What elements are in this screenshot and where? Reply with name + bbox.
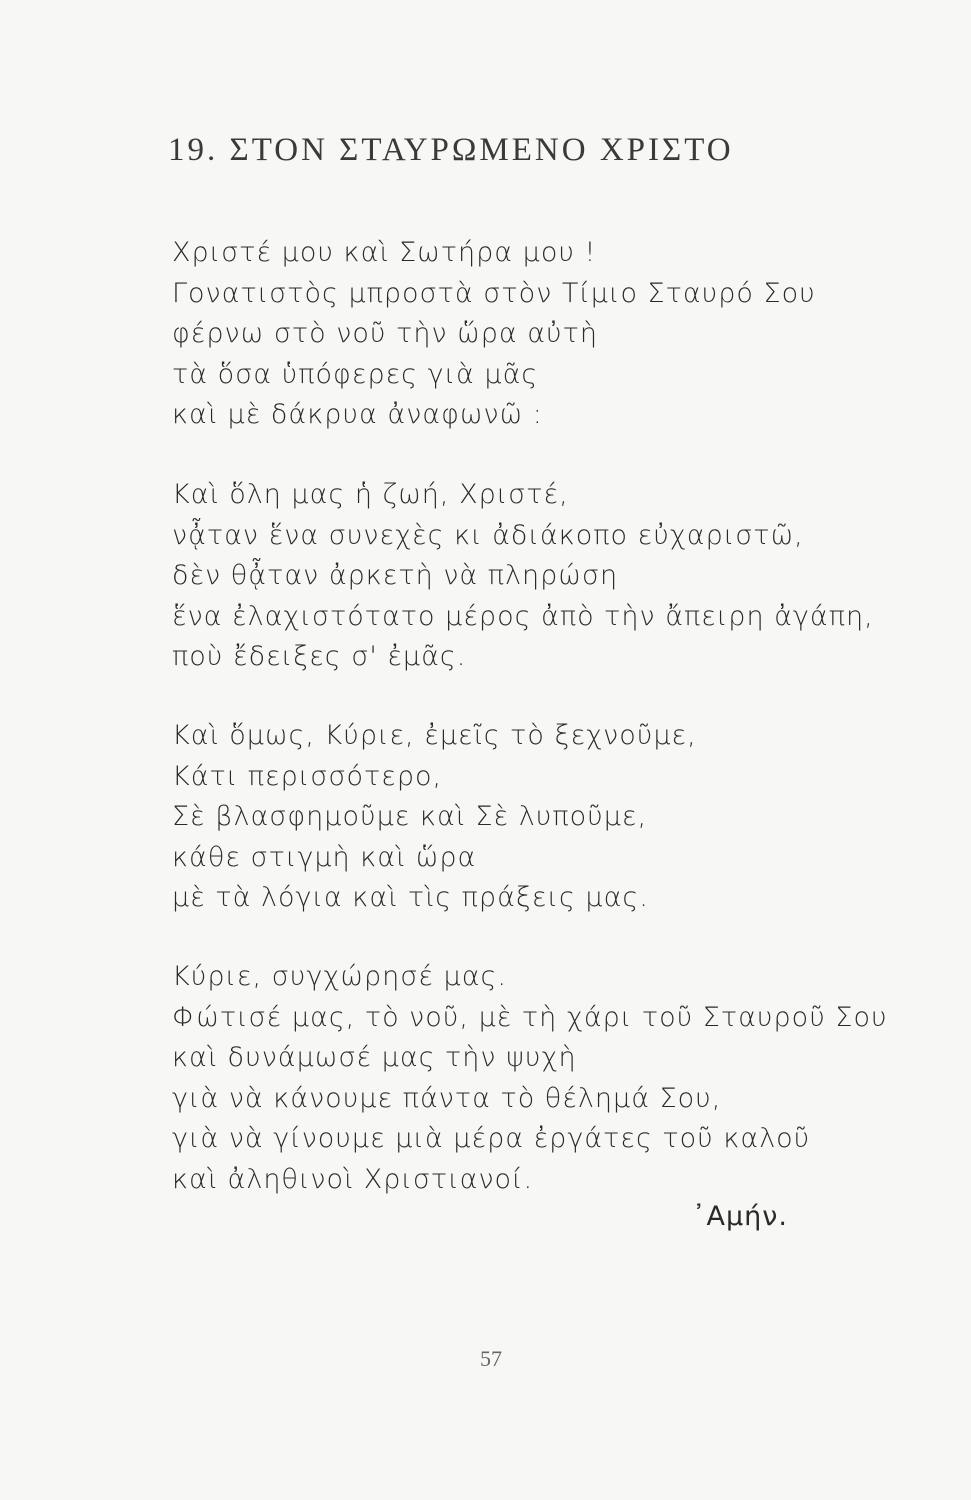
poem-line: κάθε στιγμὴ καὶ ὥρα bbox=[172, 841, 477, 873]
closing-amen: ᾿Αμήν. bbox=[692, 1201, 788, 1232]
poem-line: δὲν θᾆταν ἀρκετὴ νὰ πληρώση bbox=[172, 560, 619, 591]
poem-line: τὰ ὅσα ὑπόφερες γιὰ μᾶς bbox=[172, 358, 539, 390]
poem-line: ἕνα ἐλαχιστότατο μέρος ἀπὸ τὴν ἄπειρη ἀγάπη, bbox=[172, 600, 874, 632]
stanza-3 bbox=[172, 716, 697, 919]
poem-line: ποὺ ἔδειξες σ' ἐμᾶς. bbox=[172, 641, 467, 672]
poem-line: γιὰ νὰ κάνουμε πάντα τὸ θέλημά Σου, bbox=[172, 1082, 722, 1114]
poem-line: νᾆταν ἕνα συνεχὲς κι ἀδιάκοπο εὐχαριστῶ, bbox=[172, 519, 804, 551]
stanza-4 bbox=[172, 957, 888, 1200]
poem-title: 19. ΣΤΟΝ ΣΤΑΥΡΩΜΕΝΟ ΧΡΙΣΤΟ bbox=[168, 132, 734, 168]
poem-line: καὶ ἀληθινοὶ Χριστιανοί. bbox=[172, 1163, 534, 1195]
poem-line: φέρνω στὸ νοῦ τὴν ὥρα αὐτὴ bbox=[172, 318, 599, 349]
poem-line: καὶ μὲ δάκρυα ἀναφωνῶ : bbox=[172, 399, 543, 430]
stanza-1 bbox=[172, 233, 816, 436]
poem-line: καὶ δυνάμωσέ μας τὴν ψυχὴ bbox=[172, 1042, 577, 1073]
poem-line: Φώτισέ μας, τὸ νοῦ, μὲ τὴ χάρι τοῦ Σταυροῦ Σου bbox=[172, 1001, 888, 1033]
poem-line: γιὰ νὰ γίνουμε μιὰ μέρα ἐργάτες τοῦ καλοῦ bbox=[172, 1123, 811, 1154]
stanza-2 bbox=[172, 475, 874, 678]
page-number: 57 bbox=[480, 1346, 502, 1371]
poem-line: Γονατιστὸς μπροστὰ στὸν Τίμιο Σταυρό Σου bbox=[172, 277, 816, 309]
poem-line: Καὶ ὅμως, Κύριε, ἐμεῖς τὸ ξεχνοῦμε, bbox=[172, 720, 697, 751]
poem-line: μὲ τὰ λόγια καὶ τὶς πράξεις μας. bbox=[172, 882, 649, 913]
poem-line: Σὲ βλασφημοῦμε καὶ Σὲ λυποῦμε, bbox=[172, 801, 648, 832]
poem-line: Κάτι περισσότερο, bbox=[172, 760, 443, 792]
poem-line: Κύριε, συγχώρησέ μας. bbox=[172, 961, 507, 992]
poem-line: Χριστέ μου καὶ Σωτήρα μου ! bbox=[172, 237, 597, 268]
poem-line: Καὶ ὅλη μας ἡ ζωή, Χριστέ, bbox=[172, 479, 569, 510]
